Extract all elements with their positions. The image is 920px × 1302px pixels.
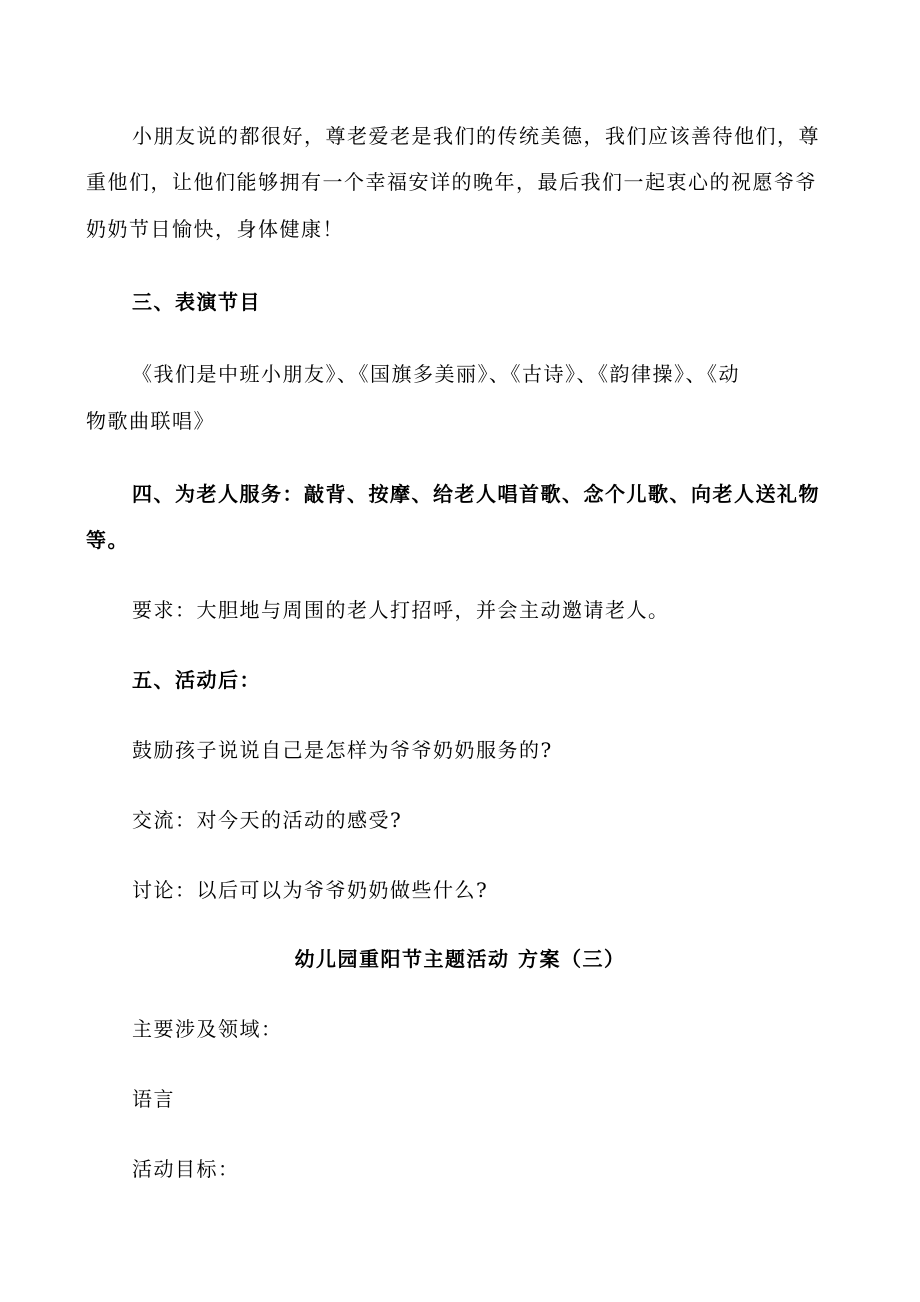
paragraph-line: 小朋友说的都很好，尊老爱老是我们的传统美德，我们应该善待他们，尊 xyxy=(132,124,820,148)
section-title: 幼儿园重阳节主题活动 方案（三） xyxy=(294,947,626,971)
paragraph-line: 语言 xyxy=(132,1087,175,1111)
paragraph-line: 讨论：以后可以为爷爷奶奶做些什么? xyxy=(132,878,489,902)
paragraph-line: 要求：大胆地与周围的老人打招呼，并会主动邀请老人。 xyxy=(132,598,670,622)
section-heading: 三、表演节目 xyxy=(132,290,261,314)
paragraph-line: 主要涉及领域： xyxy=(132,1017,283,1041)
section-heading: 四、为老人服务：敲背、按摩、给老人唱首歌、念个儿歌、向老人送礼物 xyxy=(132,482,820,506)
paragraph-line: 鼓励孩子说说自己是怎样为爷爷奶奶服务的? xyxy=(132,738,553,762)
paragraph-line: 活动目标： xyxy=(132,1157,240,1181)
paragraph-line: 重他们，让他们能够拥有一个幸福安详的晚年，最后我们一起衷心的祝愿爷爷 xyxy=(86,170,817,194)
paragraph-line: 《我们是中班小朋友》、《国旗多美丽》、《古诗》、《韵律操》、《动 xyxy=(132,362,740,386)
paragraph-line: 物歌曲联唱》 xyxy=(86,409,215,433)
section-heading: 五、活动后： xyxy=(132,668,261,692)
paragraph-line: 交流：对今天的活动的感受? xyxy=(132,808,403,832)
paragraph-line: 奶奶节日愉快，身体健康！ xyxy=(86,217,344,241)
section-heading: 等。 xyxy=(86,528,129,552)
